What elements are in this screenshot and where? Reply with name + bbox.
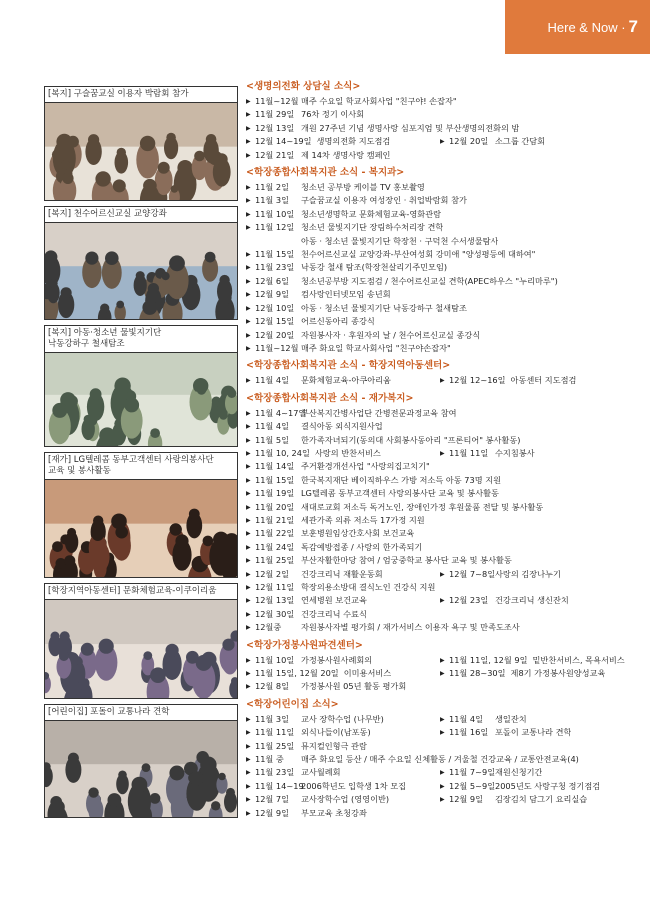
event-date: 11월 25일 xyxy=(255,555,295,566)
event-date: 12월 12~16일 xyxy=(449,375,506,386)
bullet-icon: ▶ xyxy=(246,463,251,471)
event-text: 건강크리닉 수료식 xyxy=(301,608,367,619)
event-row xyxy=(246,594,626,607)
event-text: 개원 27주년 기념 생명사랑 심포지엄 및 부산생명의전화의 밤 xyxy=(301,122,520,133)
event-row xyxy=(246,793,626,806)
event-date: 11월 10일 xyxy=(255,654,295,665)
bullet-icon: ▶ xyxy=(246,331,251,339)
event-text: 제8기 가정봉사원양성교육 xyxy=(510,668,606,679)
event-date: 11월 11일, 12월 9일 xyxy=(449,654,528,665)
event-date: 12월 13일 xyxy=(255,122,295,133)
photo-birdwatch xyxy=(45,353,237,446)
event-text: 교사 장학수업 (나무반) xyxy=(301,713,384,724)
event-date: 11월 15일, 12월 20일 xyxy=(255,668,339,679)
photo-volunteer xyxy=(45,480,237,577)
event-text: LG텔레콤 동부고객센터 사랑의봉사단 교육 및 봉사활동 xyxy=(301,488,499,499)
bullet-icon: ▶ xyxy=(246,570,251,578)
event-text: 가정봉사원사례회의 xyxy=(301,654,373,665)
event-row xyxy=(246,554,626,567)
event-text: 독감예방접종 / 사랑의 한가족되기 xyxy=(301,541,423,552)
event-text: 김장김치 담그기 요리실습 xyxy=(495,794,588,805)
event-row xyxy=(246,474,626,487)
bullet-icon: ▶ xyxy=(246,490,251,498)
event-date: 12월 14~19일 xyxy=(255,136,312,147)
bullet-icon: ▶ xyxy=(246,624,251,632)
bullet-icon: ▶ xyxy=(440,715,445,723)
event-text: 매주 화요일 등산 / 매주 수요일 신체활동 / 겨울철 건강교육 / 교통안전교육(4) xyxy=(301,754,579,765)
section-title: <생명의전화 상담실 소식> xyxy=(246,81,361,92)
event-text: 생일잔치 xyxy=(495,713,527,724)
photo-card xyxy=(44,206,238,320)
event-text: 주거환경개선사업 "사랑의집고치기" xyxy=(301,461,430,472)
photo-caption: [어린이집] 포돌이 교통나라 견학 xyxy=(45,705,237,721)
bullet-icon: ▶ xyxy=(246,111,251,119)
event-row xyxy=(246,342,626,355)
event-row xyxy=(246,302,626,315)
bullet-icon: ▶ xyxy=(246,377,251,385)
event-date: 12월 15일 xyxy=(255,316,295,327)
event-text: 한가족자녀되기(동의대 사회봉사동아리 "프론티어" 봉사활동) xyxy=(301,434,521,445)
bullet-icon: ▶ xyxy=(246,530,251,538)
bullet-icon: ▶ xyxy=(246,809,251,817)
bullet-icon: ▶ xyxy=(246,715,251,723)
bullet-icon: ▶ xyxy=(440,138,445,146)
section-title: <학장가정봉사원파견센터> xyxy=(246,639,363,651)
event-date: 12월 7일 xyxy=(255,794,290,805)
event-date: 12월 9일 xyxy=(449,794,484,805)
event-text: 교사장학수업 (영영이반) xyxy=(301,794,390,805)
event-row xyxy=(246,713,626,726)
event-text: 외식나들이(남포동) xyxy=(301,727,371,738)
event-row xyxy=(246,753,626,766)
event-date: 11월 15일 xyxy=(255,249,295,260)
event-date: 11월 3일 xyxy=(255,195,290,206)
bullet-icon: ▶ xyxy=(246,543,251,551)
event-text: 문화체험교육-아쿠아리움 xyxy=(301,375,391,386)
event-date: 11월 23일 xyxy=(255,262,295,273)
event-row xyxy=(246,248,626,261)
event-date: 11월 20일 xyxy=(255,501,295,512)
event-date: 11월 4일 xyxy=(255,375,290,386)
event-row xyxy=(246,181,626,194)
bullet-icon: ▶ xyxy=(246,184,251,192)
event-text: 건강크리닉 생신잔치 xyxy=(495,595,569,606)
event-date: 11월 10, 24일 xyxy=(255,447,310,458)
event-date: 11월 4일 xyxy=(449,713,484,724)
event-text: 세관가족 의류 저소득 17가정 지원 xyxy=(301,514,425,525)
bullet-icon: ▶ xyxy=(246,769,251,777)
event-date: 12월 20일 xyxy=(449,136,489,147)
event-date: 11월 24일 xyxy=(255,541,295,552)
photo-caption: [학장지역아동센터] 문화체험교육-이쿠이리움 xyxy=(45,584,237,600)
photo-lecture xyxy=(45,223,237,319)
photo-card xyxy=(44,583,238,699)
bullet-icon xyxy=(246,235,255,248)
event-text: 2005년도 사랑구청 정기점검 xyxy=(495,780,601,791)
bullet-icon: ▶ xyxy=(246,516,251,524)
event-text: 수지침봉사 xyxy=(495,447,535,458)
event-row xyxy=(246,514,626,527)
page-header-tab xyxy=(505,0,650,54)
bullet-icon: ▶ xyxy=(246,597,251,605)
event-text: 포돌이 교통나라 견학 xyxy=(495,727,572,738)
event-date: 12월 13일 xyxy=(255,595,295,606)
bullet-icon: ▶ xyxy=(246,742,251,750)
event-date: 11월 2일 xyxy=(255,182,290,193)
bullet-icon: ▶ xyxy=(440,656,445,664)
event-date: 12월 9일 xyxy=(255,289,290,300)
bullet-icon: ▶ xyxy=(246,557,251,565)
event-date: 12월 5~9일 xyxy=(449,780,496,791)
event-row xyxy=(246,608,626,621)
bullet-icon: ▶ xyxy=(440,377,445,385)
event-date: 11월 10일 xyxy=(255,208,295,219)
event-text: 어르신동아리 종강식 xyxy=(301,316,375,327)
event-text: 컴사랑인터넷모임 송년회 xyxy=(301,289,391,300)
event-row xyxy=(246,135,626,148)
event-text: 보훈병원임상간호사회 보건교육 xyxy=(301,528,415,539)
bullet-icon: ▶ xyxy=(246,197,251,205)
event-date: 11월~12월 xyxy=(255,342,299,353)
page-number: 7 xyxy=(628,17,638,36)
event-row xyxy=(246,726,626,739)
event-row xyxy=(246,780,626,793)
bullet-icon: ▶ xyxy=(246,304,251,312)
event-row xyxy=(246,261,626,274)
event-date: 12월 8일 xyxy=(255,681,290,692)
event-date: 11월 16일 xyxy=(449,727,489,738)
bullet-icon: ▶ xyxy=(246,796,251,804)
event-text: 연세병원 보건교육 xyxy=(301,595,367,606)
bullet-icon: ▶ xyxy=(440,670,445,678)
bullet-icon: ▶ xyxy=(440,796,445,804)
photo-column xyxy=(44,86,238,823)
event-row xyxy=(246,807,626,820)
event-text: 청소년공부방 지도점검 / 천수어르신교실 견학(APEC하우스 "누리마루") xyxy=(301,275,558,286)
bullet-icon: ▶ xyxy=(440,449,445,457)
event-text: 뮤지컬인형극 관람 xyxy=(301,740,367,751)
event-text: 가정봉사원 05년 활동 평가회 xyxy=(301,681,407,692)
photo-card xyxy=(44,452,238,578)
bullet-icon: ▶ xyxy=(440,729,445,737)
bullet-icon: ▶ xyxy=(246,138,251,146)
event-date: 12월 30일 xyxy=(255,608,295,619)
event-text: 부산복지간병사업단 간병전문과정교육 참여 xyxy=(301,407,457,418)
event-date: 11월 3일 xyxy=(255,713,290,724)
event-row xyxy=(246,288,626,301)
event-row xyxy=(246,434,626,447)
event-text: 이미용서비스 xyxy=(343,668,392,679)
event-row xyxy=(246,621,626,634)
bullet-icon: ▶ xyxy=(246,264,251,272)
event-text: 아동센터 지도점검 xyxy=(510,375,577,386)
bullet-icon: ▶ xyxy=(440,782,445,790)
event-date: 12월중 xyxy=(255,622,282,633)
bullet-icon: ▶ xyxy=(246,449,251,457)
bullet-icon: ▶ xyxy=(246,476,251,484)
bullet-icon: ▶ xyxy=(246,210,251,218)
event-text: 교사월례회 xyxy=(301,767,341,778)
event-date: 11월 21일 xyxy=(255,514,295,525)
event-text: 결식아동 외식지원사업 xyxy=(301,421,383,432)
bullet-icon: ▶ xyxy=(246,318,251,326)
event-text: 자원봉사자별 평가회 / 재가서비스 이용자 욕구 및 만족도조사 xyxy=(301,622,520,633)
event-text: 천수어르신교실 교양강좌-부산여성회 강미애 "양성평등에 대하여" xyxy=(301,249,536,260)
event-text: 부산자활한마당 참여 / 엄궁중학교 봉사단 교육 및 봉사활동 xyxy=(301,555,512,566)
event-date: 12월 2일 xyxy=(255,568,290,579)
event-date: 11월 14~19 xyxy=(255,780,304,791)
event-text: 새대로교회 저소득 독거노인, 장애인가정 후원물품 전달 및 봉사활동 xyxy=(301,501,544,512)
event-row xyxy=(246,329,626,342)
event-row xyxy=(246,420,626,433)
event-text: 한국복지재단 베이직하우스 가방 저소득 아동 73명 지원 xyxy=(301,474,502,485)
bullet-icon: ▶ xyxy=(246,251,251,259)
bullet-icon: ▶ xyxy=(246,756,251,764)
event-row xyxy=(246,374,626,387)
event-text: 청소년 물빛지기단 장림하수처리장 견학 xyxy=(301,222,444,233)
event-row xyxy=(246,95,626,108)
photo-caption: [복지] 아동·청소년 물빛지기단 낙동강하구 철새탐조 xyxy=(45,326,237,353)
event-date: 12월 20일 xyxy=(255,329,295,340)
event-text: 부모교육 초청강좌 xyxy=(301,807,367,818)
event-row xyxy=(246,208,626,221)
event-text: 청소년 공부방 케이블 TV 홍보촬영 xyxy=(301,182,425,193)
event-date: 11월 7~9일 xyxy=(449,767,496,778)
event-date: 12월 9일 xyxy=(255,807,290,818)
event-date: 11월 29일 xyxy=(255,109,295,120)
event-row xyxy=(246,221,626,234)
event-row xyxy=(246,108,626,121)
event-row xyxy=(246,501,626,514)
event-text: 청소년생명학교 문화체험교육-영화관람 xyxy=(301,208,442,219)
bullet-icon: ▶ xyxy=(246,124,251,132)
event-date: 12월 7~8일 xyxy=(449,568,496,579)
event-text: 밑반찬서비스, 목욕서비스 xyxy=(532,654,625,665)
event-text: 제 14차 생명사랑 캠페인 xyxy=(301,149,391,160)
event-text: 자원봉사자 · 후원자의 날 / 천수어르신교실 종강식 xyxy=(301,329,481,340)
event-date: 11월 19일 xyxy=(255,488,295,499)
event-date: 11월 22일 xyxy=(255,528,295,539)
section-title: <학장종합사회복지관 소식 - 재가복지> xyxy=(246,392,414,404)
bullet-icon: ▶ xyxy=(440,597,445,605)
event-date: 11월 4~17일 xyxy=(255,407,307,418)
event-date: 11월~12월 xyxy=(255,96,299,106)
bullet-icon: ▶ xyxy=(246,782,251,790)
event-date: 11월 중 xyxy=(255,754,284,765)
event-row xyxy=(246,487,626,500)
event-date: 12월 23일 xyxy=(449,595,489,606)
event-date: 11월 14일 xyxy=(255,461,295,472)
photo-caption: [복지] 천수어르신교실 교양강좌 xyxy=(45,207,237,223)
event-text: 아동 · 청소년 물빛지기단 낙동강하구 철새탐조 xyxy=(301,302,467,313)
bullet-icon: ▶ xyxy=(246,670,251,678)
event-date: 12월 11일 xyxy=(255,582,295,592)
event-row xyxy=(246,315,626,328)
event-row xyxy=(246,460,626,473)
event-date: 11월 28~30일 xyxy=(449,668,506,679)
bullet-icon: ▶ xyxy=(246,291,251,299)
event-row xyxy=(246,447,626,460)
event-date: 11월 12일 xyxy=(255,222,295,233)
event-date: 12월 10일 xyxy=(255,302,295,313)
bullet-icon: ▶ xyxy=(246,503,251,511)
event-text: 소그룹 간담회 xyxy=(495,136,546,147)
event-row xyxy=(246,568,626,581)
event-text: 매주 수요일 학교사회사업 "친구야! 손잡자" xyxy=(301,96,457,106)
event-row xyxy=(246,407,626,420)
event-row xyxy=(246,194,626,207)
event-text: 건강크리닉 재활운동회 xyxy=(301,568,383,579)
event-row xyxy=(246,149,626,162)
event-date: 11월 11일 xyxy=(255,727,295,738)
event-text: 낙동강 철새 탐조(학장천살리기주민모임) xyxy=(301,262,448,273)
bullet-icon: ▶ xyxy=(246,344,251,352)
photo-card xyxy=(44,325,238,447)
section-title: <학장종합사회복지관 소식 - 복지과> xyxy=(246,167,405,179)
event-row xyxy=(246,680,626,693)
photo-caption: [재가] LG텔레콤 동부고객센터 사랑의봉사단 교육 및 봉사활동 xyxy=(45,453,237,480)
event-date: 11월 5일 xyxy=(255,434,290,445)
event-text: 학장의용소방대 결식노인 건강식 지원 xyxy=(301,582,436,592)
event-row xyxy=(246,235,626,248)
photo-aquarium xyxy=(45,600,237,698)
bullet-icon: ▶ xyxy=(246,277,251,285)
photo-fair xyxy=(45,103,237,200)
bullet-icon: ▶ xyxy=(246,151,251,159)
bullet-icon: ▶ xyxy=(246,584,251,591)
event-row xyxy=(246,581,626,594)
event-row xyxy=(246,766,626,779)
event-text: 재원신청기간 xyxy=(495,767,543,778)
bullet-icon: ▶ xyxy=(246,436,251,444)
event-date: 11월 25일 xyxy=(255,740,295,751)
event-text: 매주 화요일 학교사회사업 "친구야손잡자" xyxy=(301,342,451,353)
event-date: 11월 4일 xyxy=(255,421,290,432)
event-date xyxy=(255,235,301,248)
bullet-icon: ▶ xyxy=(246,656,251,664)
event-text: 아동 · 청소년 물빛지기단 학장천 · 구덕천 수서생물탐사 xyxy=(301,235,499,246)
event-row xyxy=(246,275,626,288)
bullet-icon: ▶ xyxy=(440,769,445,777)
event-row xyxy=(246,667,626,680)
header-title: Here & Now · xyxy=(547,19,626,35)
bullet-icon: ▶ xyxy=(246,729,251,737)
event-text: 구슬꿈교실 이용자 여성장인 · 취업박람회 참가 xyxy=(301,195,467,206)
event-date: 12월 21일 xyxy=(255,149,295,160)
photo-card xyxy=(44,704,238,818)
bullet-icon: ▶ xyxy=(246,224,251,232)
bullet-icon: ▶ xyxy=(440,570,445,578)
section-title: <학장종합사회복지관 소식 - 학장지역아동센터> xyxy=(246,360,451,372)
event-row xyxy=(246,541,626,554)
event-text: 생명의전화 지도점검 xyxy=(316,136,391,147)
photo-caption: [복지] 구슬꿈교실 이용자 박람회 참가 xyxy=(45,87,237,103)
event-row xyxy=(246,654,626,667)
event-text: 76차 정기 이사회 xyxy=(301,109,365,120)
event-text: 사랑의 김장나누기 xyxy=(495,568,561,579)
bullet-icon: ▶ xyxy=(246,98,251,105)
bullet-icon: ▶ xyxy=(246,409,251,417)
news-content xyxy=(246,76,626,820)
event-date: 11월 15일 xyxy=(255,474,295,485)
event-text: 사랑의 반찬서비스 xyxy=(314,447,381,458)
event-row xyxy=(246,122,626,135)
event-date: 11월 11일 xyxy=(449,447,489,458)
event-date: 11월 23일 xyxy=(255,767,295,778)
section-title: <학장어린이집 소식> xyxy=(246,698,339,710)
event-text: 2006학년도 입학생 1차 모집 xyxy=(301,780,407,791)
photo-traffic xyxy=(45,721,237,817)
event-row xyxy=(246,527,626,540)
event-row xyxy=(246,740,626,753)
event-date: 12월 6일 xyxy=(255,275,290,286)
bullet-icon: ▶ xyxy=(246,423,251,431)
bullet-icon: ▶ xyxy=(246,683,251,691)
bullet-icon: ▶ xyxy=(246,610,251,618)
photo-card xyxy=(44,86,238,201)
